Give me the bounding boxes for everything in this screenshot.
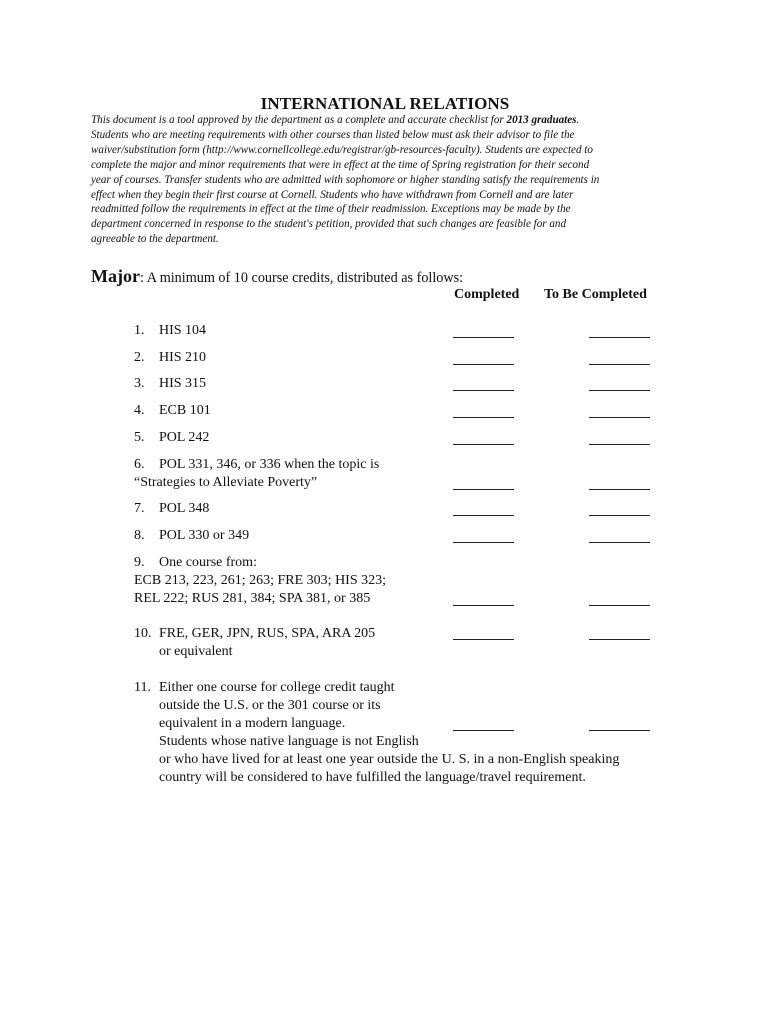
to-be-completed-blank[interactable] [589,489,650,490]
to-be-completed-blank[interactable] [589,444,650,445]
item-text: Students whose native language is not English [159,734,419,749]
item-number: 3. [134,376,145,391]
completed-blank[interactable] [453,390,514,391]
item-text: or equivalent [159,644,233,659]
intro-line: year of courses. Transfer students who are admitted with sophomore or higher standing satisfy the requirements in [91,173,600,186]
completed-blank[interactable] [453,542,514,543]
completed-blank[interactable] [453,364,514,365]
completed-blank[interactable] [453,605,514,606]
item-text: ECB 213, 223, 261; 263; FRE 303; HIS 323; [134,573,387,588]
intro-line: waiver/substitution form (http://www.cornellcollege.edu/registrar/gb-resources-faculty). Students are expected to [91,143,593,156]
completed-blank[interactable] [453,515,514,516]
intro-paragraph [91,113,681,247]
completed-blank[interactable] [453,639,514,640]
requirement-item-continuation [134,572,386,590]
major-label: Major [91,266,140,286]
item-number: 2. [134,350,145,365]
item-text: equivalent in a modern language. [159,716,346,731]
to-be-completed-blank[interactable] [589,417,650,418]
item-text: POL 331, 346, or 336 when the topic is [159,457,380,472]
graduates-year: 2013 graduates [506,114,577,126]
item-text: country will be considered to have fulfilled the language/travel requirement. [159,770,586,785]
intro-line: complete the major and minor requirements that were in effect at the time of Spring registration for their second [91,158,590,171]
item-number: 1. [134,323,145,338]
requirement-item [134,322,206,340]
requirement-item [134,456,379,474]
major-heading [91,266,463,287]
intro-line: department concerned in response to the student's petition, provided that such changes are feasible for and [91,218,567,231]
item-text: “Strategies to Alleviate Poverty” [134,475,318,490]
requirement-item [134,554,257,572]
item-text: FRE, GER, JPN, RUS, SPA, ARA 205 [159,626,376,641]
requirement-item [134,349,206,367]
item-text: outside the U.S. or the 301 course or its [159,698,381,713]
intro-line: agreeable to the department. [91,233,219,246]
to-be-completed-blank[interactable] [589,337,650,338]
requirement-item [134,375,206,393]
item-text: HIS 315 [159,376,207,391]
requirement-item-continuation [159,697,381,715]
item-text: or who have lived for at least one year outside the U. S. in a non-English speaking [159,752,620,767]
requirement-item-continuation [134,590,370,608]
intro-line: readmitted follow the requirements in effect at the time of their readmission. Exceptions may be made by the [91,203,571,216]
requirement-item-note [159,751,619,769]
to-be-completed-blank[interactable] [589,542,650,543]
item-number: 5. [134,430,145,445]
requirement-item-continuation [134,474,317,492]
intro-line: effect when they begin their first course at Cornell. Students who have withdrawn from Cornell and are later [91,188,574,201]
item-text: HIS 104 [159,323,207,338]
intro-text: . [576,114,580,126]
item-number: 6. [134,457,145,472]
requirement-item-continuation [159,715,345,733]
completed-blank[interactable] [453,730,514,731]
intro-line: Students who are meeting requirements with other courses than listed below must ask their advisor to file the [91,128,575,141]
item-text: POL 242 [159,430,210,445]
completed-blank[interactable] [453,444,514,445]
item-text: ECB 101 [159,403,211,418]
completed-blank[interactable] [453,489,514,490]
item-number: 7. [134,501,145,516]
requirement-item-continuation [159,643,232,661]
major-description: : A minimum of 10 course credits, distributed as follows: [139,270,464,286]
item-number: 10. [134,626,152,641]
column-header-to-be-completed: To Be Completed [544,287,647,302]
to-be-completed-blank[interactable] [589,730,650,731]
column-header-completed: Completed [454,287,520,302]
item-number: 4. [134,403,145,418]
requirement-item [134,500,209,518]
to-be-completed-blank[interactable] [589,390,650,391]
to-be-completed-blank[interactable] [589,605,650,606]
requirement-item [134,625,375,643]
page-title: INTERNATIONAL RELATIONS [260,94,510,113]
item-text: One course from: [159,555,257,570]
to-be-completed-blank[interactable] [589,364,650,365]
requirement-item [134,679,395,697]
item-text: Either one course for college credit taught [159,680,395,695]
item-text: POL 330 or 349 [159,528,250,543]
item-text: POL 348 [159,501,210,516]
item-text: HIS 210 [159,350,207,365]
item-number: 11. [134,680,151,695]
requirement-item [134,402,211,420]
item-text: REL 222; RUS 281, 384; SPA 381, or 385 [134,591,371,606]
to-be-completed-blank[interactable] [589,515,650,516]
item-number: 8. [134,528,145,543]
requirement-item [134,429,209,447]
requirement-item-note [159,769,586,787]
item-number: 9. [134,555,145,570]
intro-text: This document is a tool approved by the department as a complete and accurate checklist for [91,114,507,126]
requirement-item-note [159,733,419,751]
completed-blank[interactable] [453,337,514,338]
requirement-item [134,527,249,545]
to-be-completed-blank[interactable] [589,639,650,640]
intro-line [91,113,681,128]
completed-blank[interactable] [453,417,514,418]
